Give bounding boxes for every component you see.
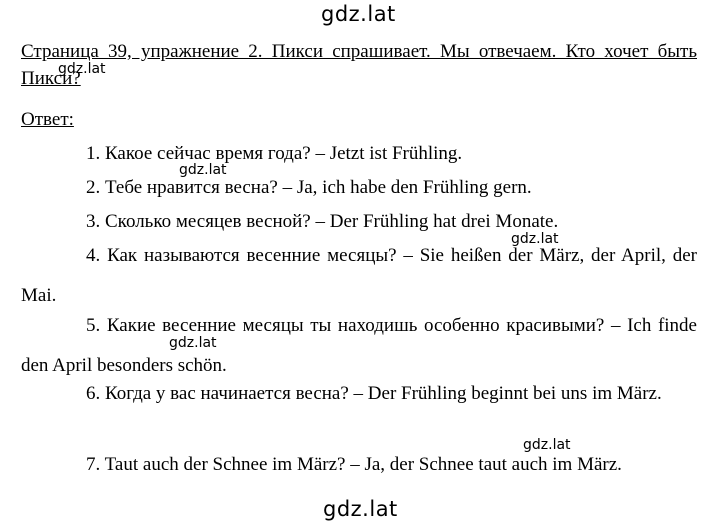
answer-text: 4. Как называются весенние месяцы? – Sie heißen der März, der April, der Mai.: [21, 245, 697, 306]
answer-item: [21, 236, 697, 316]
answer-item: [21, 452, 697, 478]
watermark-top: gdz.lat: [321, 2, 396, 26]
answer-item: [21, 141, 697, 167]
answer-text: 6. Когда у вас начинается весна? – Der Frühling beginnt bei uns im März.: [86, 383, 662, 404]
watermark-small: gdz.lat: [169, 335, 217, 351]
watermark-small: gdz.lat: [523, 437, 571, 453]
answer-label: Ответ:: [21, 109, 74, 130]
answer-item: [21, 209, 697, 235]
watermark-small: gdz.lat: [58, 61, 106, 77]
exercise-heading: Страница 39, упражнение 2. Пикси спрашивает. Мы отвечаем. Кто хочет быть Пикси?: [21, 41, 697, 89]
watermark-small: gdz.lat: [511, 231, 559, 247]
answer-text: 2. Тебе нравится весна? – Ja, ich habe den Frühling gern.: [86, 177, 532, 198]
answer-text: 1. Какое сейчас время года? – Jetzt ist Frühling.: [86, 143, 463, 164]
answer-text: 3. Сколько месяцев весной? – Der Frühling hat drei Monate.: [86, 211, 559, 232]
answer-item: [21, 175, 697, 201]
watermark-bottom: gdz.lat: [323, 497, 398, 521]
answer-text: 5. Какие весенние месяцы ты находишь особенно красивыми? – Ich finde den April besonders schön.: [21, 315, 697, 376]
answer-text: 7. Taut auch der Schnee im März? – Ja, der Schnee taut auch im März.: [86, 454, 622, 475]
answer-item: [21, 374, 697, 414]
watermark-small: gdz.lat: [179, 162, 227, 178]
